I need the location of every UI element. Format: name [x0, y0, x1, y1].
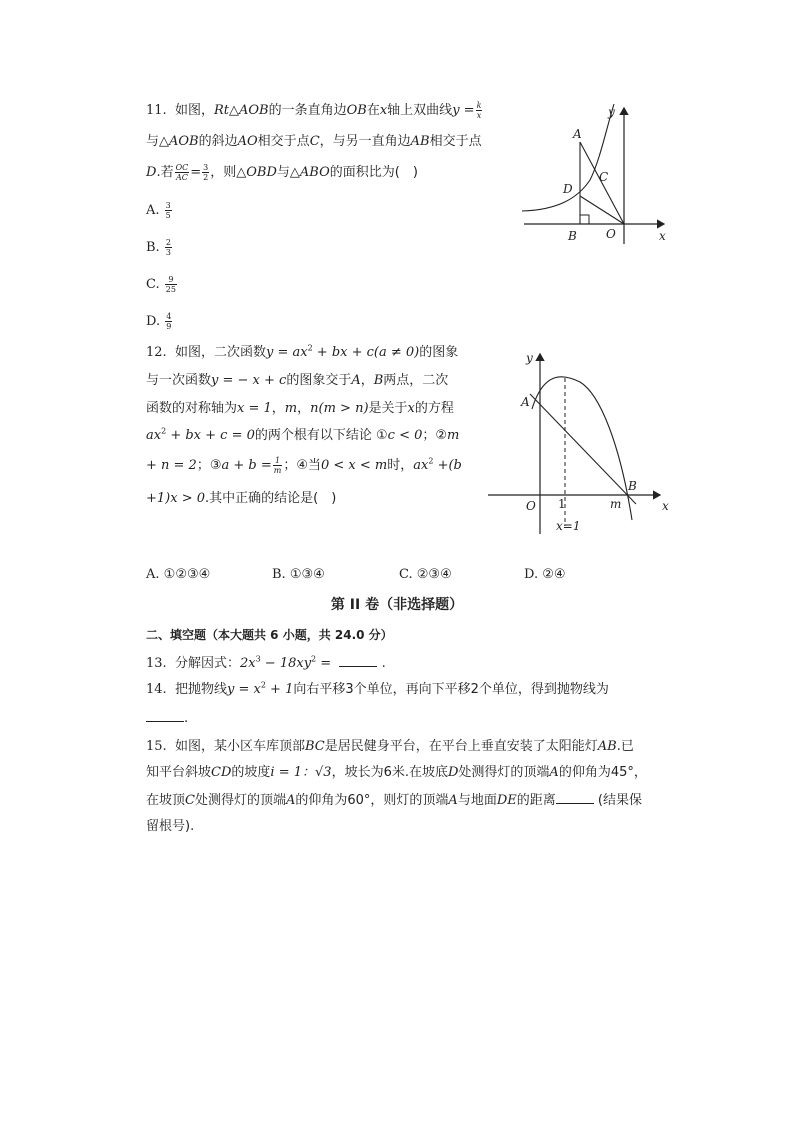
- superscript: 3: [255, 654, 261, 664]
- question-number: 15.: [146, 739, 167, 754]
- label-m: m: [610, 497, 622, 511]
- text: 如图，某小区车库顶部: [174, 739, 305, 754]
- fraction-3-over-2: [202, 163, 209, 182]
- text: 如图，二次函数: [174, 345, 266, 360]
- text: 知平台斜坡: [146, 765, 212, 780]
- math: y = ax: [265, 345, 308, 360]
- q12-line-1: [146, 344, 458, 362]
- math: DE: [496, 793, 517, 808]
- text: 的面积比为( ): [329, 165, 418, 180]
- q15-line-3: [146, 791, 642, 810]
- math: D: [447, 765, 459, 780]
- text: ；②: [422, 428, 448, 443]
- math: c < 0: [387, 428, 423, 443]
- text: ，与另一直角边: [319, 134, 411, 149]
- option-text: ②③④: [416, 567, 452, 582]
- text: 的仰角为45°，: [558, 765, 647, 780]
- text: .其中正确的结论是( ): [205, 491, 337, 506]
- math: m: [447, 428, 460, 443]
- q12-option-c: [399, 566, 452, 584]
- text: 的仰角为60°，则灯的顶端: [295, 793, 449, 808]
- text: 处测得灯的顶端: [458, 765, 550, 780]
- superscript: 2: [260, 680, 266, 690]
- q14-line-1: [146, 681, 609, 699]
- label-b: B: [568, 229, 577, 243]
- q13-line: [146, 654, 386, 673]
- math: OB: [346, 103, 367, 118]
- math: A: [448, 793, 458, 808]
- label-one: 1: [558, 497, 566, 511]
- fraction-oc-over-ac: [175, 163, 190, 182]
- denominator: 9: [166, 322, 172, 331]
- option-label: A.: [146, 567, 160, 582]
- text: 如图，: [174, 103, 214, 118]
- superscript: 2: [307, 343, 313, 353]
- q14-line-2: [146, 709, 188, 728]
- option-label: C.: [146, 277, 160, 292]
- label-a: A: [521, 395, 530, 409]
- label-y: y: [608, 105, 615, 119]
- math: 2x: [239, 656, 256, 671]
- text: ，: [360, 373, 374, 388]
- q15-line-2: [146, 764, 647, 782]
- label-c: C: [599, 170, 609, 184]
- numerator: 2: [165, 238, 171, 247]
- math: AB: [410, 134, 430, 149]
- option-fraction: [165, 312, 172, 331]
- math: D: [146, 165, 157, 180]
- text: ，坡长为6米.在坡底: [331, 765, 448, 780]
- text: .: [381, 656, 386, 671]
- math: +(b: [433, 458, 462, 473]
- math: AO: [237, 134, 258, 149]
- superscript: 2: [428, 456, 434, 466]
- math: CD: [211, 765, 232, 780]
- text: ，: [271, 401, 285, 416]
- math: m: [284, 401, 298, 416]
- text: 的距离: [516, 793, 556, 808]
- text: 相交于点: [257, 134, 310, 149]
- math: OBD: [246, 165, 277, 180]
- math: y = x: [226, 682, 261, 697]
- text: 处测得灯的顶端: [194, 793, 286, 808]
- text: 函数的对称轴为: [146, 401, 238, 416]
- math: y = − x + c: [211, 373, 287, 388]
- denominator: x: [476, 111, 482, 120]
- text: 的一条直角边: [268, 103, 347, 118]
- text: .若: [156, 165, 174, 180]
- text: =: [190, 165, 202, 180]
- denominator: AC: [175, 173, 188, 182]
- math: BC: [304, 739, 325, 754]
- label-symmetry: x=1: [556, 519, 581, 533]
- option-text: ②④: [542, 567, 566, 582]
- math: ABO: [299, 165, 330, 180]
- text: (结果保: [597, 793, 642, 808]
- fraction-1-over-m: [273, 456, 283, 475]
- q11-figure: [518, 100, 678, 248]
- numerator: 3: [203, 163, 209, 172]
- math: ax: [413, 458, 429, 473]
- superscript: 2: [311, 654, 317, 664]
- math: − 18xy: [260, 656, 312, 671]
- answer-blank[interactable]: [339, 654, 377, 667]
- math: 0 < x < m: [321, 458, 388, 473]
- numerator: 4: [166, 312, 172, 321]
- text: 在坡顶: [146, 793, 186, 808]
- text: ；③: [196, 458, 222, 473]
- math: C: [309, 134, 320, 149]
- text: .已: [616, 739, 634, 754]
- numerator: k: [476, 101, 482, 110]
- denominator: 2: [203, 173, 209, 182]
- label-y: y: [526, 351, 533, 365]
- text: 与△: [146, 134, 169, 149]
- text: 轴上双曲线: [387, 103, 453, 118]
- superscript: 2: [161, 426, 167, 436]
- q12-option-d: [524, 566, 566, 584]
- q12-line-3: [146, 400, 454, 418]
- math: AB: [597, 739, 617, 754]
- label-o: O: [526, 499, 536, 513]
- math: i = 1：√3: [270, 765, 332, 780]
- math: A: [285, 793, 296, 808]
- option-label: A.: [146, 203, 160, 218]
- math: + n = 2: [146, 458, 197, 473]
- q11-option-c: [146, 275, 178, 294]
- segment-do: [580, 196, 624, 224]
- math: ax: [146, 428, 162, 443]
- option-label: B.: [272, 567, 286, 582]
- section-heading: 二、填空题（本大题共 6 小题，共 24.0 分）: [146, 628, 393, 642]
- answer-blank[interactable]: [146, 709, 184, 722]
- label-b: B: [628, 479, 637, 493]
- text: 的坡度: [231, 765, 271, 780]
- option-text: ①③④: [289, 567, 325, 582]
- denominator: 25: [165, 285, 176, 294]
- text: 在: [366, 103, 380, 118]
- text: 分解因式：: [174, 656, 240, 671]
- question-number: 12.: [146, 345, 167, 360]
- q11-line-1: [146, 101, 483, 120]
- question-number: 11.: [146, 103, 167, 118]
- text: 时，: [387, 458, 414, 473]
- text: 的方程: [414, 401, 454, 416]
- text: 的图象交于: [286, 373, 352, 388]
- right-angle-mark: [580, 215, 589, 224]
- text: 把抛物线: [174, 682, 227, 697]
- text: 是居民健身平台，在平台上垂直安装了太阳能灯: [324, 739, 598, 754]
- text: ，: [297, 401, 311, 416]
- text: 是关于: [368, 401, 408, 416]
- question-number: 13.: [146, 656, 167, 671]
- math: Rt△AOB: [213, 103, 269, 118]
- option-label: D.: [146, 314, 161, 329]
- math: C: [185, 793, 195, 808]
- answer-blank[interactable]: [556, 791, 594, 804]
- math: y =: [452, 103, 475, 118]
- label-x: x: [659, 229, 666, 243]
- text: 相交于点: [429, 134, 482, 149]
- option-label: D.: [524, 567, 539, 582]
- math: x = 1: [237, 401, 272, 416]
- numerator: OC: [175, 163, 189, 172]
- option-label: B.: [146, 240, 160, 255]
- label-a: A: [573, 127, 582, 141]
- q12-line-6: [146, 490, 336, 508]
- q12-option-a: [146, 566, 210, 584]
- q11-line-3: [146, 163, 418, 182]
- linear-function-line: [530, 394, 636, 504]
- q11-option-d: [146, 312, 173, 331]
- option-fraction: [165, 275, 177, 294]
- option-label: C.: [399, 567, 413, 582]
- q12-figure: [484, 348, 680, 540]
- fraction-k-over-x: [476, 101, 483, 120]
- math: + bx + c(a ≠ 0): [312, 345, 420, 360]
- math: A: [351, 373, 361, 388]
- q11-option-b: [146, 238, 173, 257]
- text: =: [316, 656, 332, 671]
- denominator: m: [273, 466, 282, 475]
- math: B: [373, 373, 384, 388]
- text: ；④当: [283, 458, 321, 473]
- q12-line-5: [146, 456, 462, 475]
- q12-line-2: [146, 372, 448, 390]
- text: 向右平移3个单位，再向下平移2个单位，得到抛物线为: [293, 682, 609, 697]
- text: 与地面: [457, 793, 497, 808]
- denominator: 5: [165, 211, 171, 220]
- numerator: 3: [165, 201, 171, 210]
- q15-line-1: [146, 738, 634, 756]
- math: x: [407, 401, 415, 416]
- option-fraction: [165, 238, 172, 257]
- math: n(m > n): [310, 401, 369, 416]
- q12-option-b: [272, 566, 325, 584]
- math: +1)x > 0: [146, 491, 205, 506]
- text: 的斜边: [198, 134, 238, 149]
- denominator: 3: [165, 248, 171, 257]
- part-title: 第 II 卷（非选择题）: [330, 597, 464, 613]
- math: + bx + c = 0: [166, 428, 255, 443]
- numerator: 1: [273, 456, 283, 466]
- q15-line-4: 留根号).: [146, 819, 195, 834]
- option-fraction: [165, 201, 172, 220]
- text: 与△: [276, 165, 300, 180]
- text: 与一次函数: [146, 373, 212, 388]
- q11-line-2: [146, 133, 482, 151]
- text: ，则△: [210, 165, 247, 180]
- question-number: 14.: [146, 682, 167, 697]
- text: .: [184, 711, 189, 726]
- text: 两点，二次: [383, 373, 449, 388]
- math: a + b =: [221, 458, 272, 473]
- label-x: x: [662, 499, 669, 513]
- text: 的图象: [419, 345, 459, 360]
- option-text: ①②③④: [163, 567, 211, 582]
- q12-line-4: [146, 427, 459, 445]
- math: A: [549, 765, 559, 780]
- numerator: 9: [165, 275, 177, 285]
- label-d: D: [563, 182, 573, 196]
- q11-option-a: [146, 201, 173, 220]
- math: x: [379, 103, 388, 118]
- math: AOB: [169, 134, 199, 149]
- math: + 1: [265, 682, 294, 697]
- label-o: O: [606, 227, 616, 241]
- text: 的两个根有以下结论 ①: [254, 428, 388, 443]
